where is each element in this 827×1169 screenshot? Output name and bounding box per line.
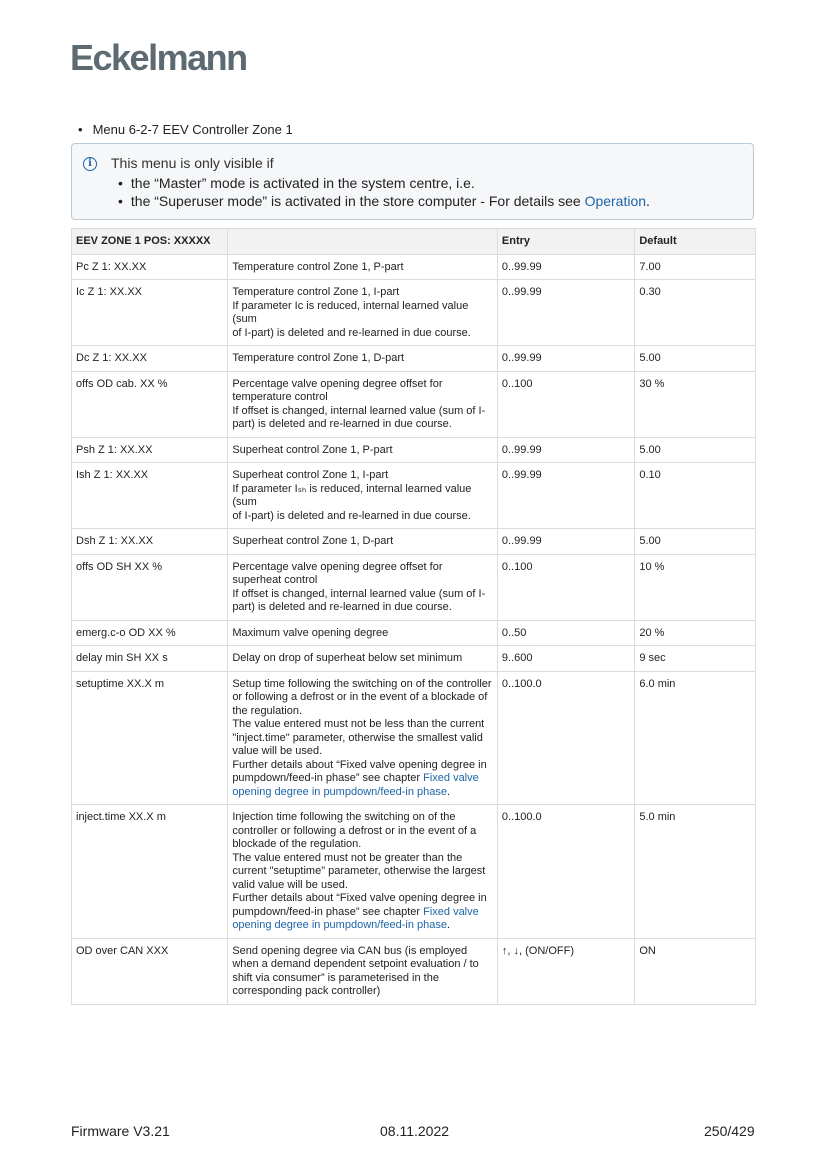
- description-cell: [228, 280, 498, 346]
- brand-logo: Eckelmann: [70, 37, 247, 78]
- description-cell: [228, 529, 498, 555]
- description-cell: [228, 254, 498, 280]
- description-text: Superheat control Zone 1, I-part If parameter Iₛₕ is reduced, internal learned value (sum of I-part) is deleted and re-learned in due course.: [232, 469, 472, 522]
- default-cell: 20 %: [635, 620, 756, 646]
- description-text: Temperature control Zone 1, I-part If parameter Iᴄ is reduced, internal learned value (sum of I-part) is deleted and re-learned in due course.: [232, 286, 471, 339]
- default-cell: 7.00: [635, 254, 756, 280]
- default-cell: 0.10: [635, 463, 756, 529]
- link-suffix: .: [446, 919, 451, 931]
- chapter-link[interactable]: Fixed valve opening degree in pumpdown/feed-in phase: [232, 905, 479, 931]
- table-row: [72, 280, 756, 346]
- entry-cell: 0..99.99: [497, 346, 634, 372]
- entry-cell: 0..99.99: [497, 463, 634, 529]
- param-cell: Ic Z 1: XX.XX: [72, 280, 228, 346]
- table-row: [72, 463, 756, 529]
- description-text: Send opening degree via CAN bus (is employed when a demand dependent setpoint evaluation / to shift via consumer” is parameterised in the corresponding pack controller): [232, 944, 479, 997]
- table-row: [72, 371, 756, 437]
- table-row: [72, 805, 756, 939]
- description-text: Maximum valve opening degree: [232, 626, 389, 639]
- default-cell: 5.0 min: [635, 805, 756, 939]
- entry-cell: 0..100: [497, 554, 634, 620]
- entry-cell: 0..99.99: [497, 254, 634, 280]
- info-icon: i: [83, 157, 97, 171]
- description-text: Superheat control Zone 1, P-part: [232, 443, 393, 456]
- parameter-table: [71, 228, 756, 1005]
- param-cell: Dsh Z 1: XX.XX: [72, 529, 228, 555]
- info-item-superuser: • the “Superuser mode” is activated in the store computer - For details see Operation.: [118, 192, 650, 210]
- description-cell: [228, 437, 498, 463]
- description-text: Percentage valve opening degree offset for superheat control If offset is changed, internal learned value (sum of I-part) is deleted and re-learned in due course.: [232, 560, 486, 613]
- entry-cell: 0..50: [497, 620, 634, 646]
- entry-cell: 0..99.99: [497, 280, 634, 346]
- entry-cell: 9..600: [497, 646, 634, 672]
- default-cell: 0.30: [635, 280, 756, 346]
- description-cell: [228, 938, 498, 1004]
- header-entry: Entry: [497, 229, 634, 255]
- table-row: [72, 554, 756, 620]
- description-text: Delay on drop of superheat below set minimum: [232, 652, 463, 664]
- bullet: •: [78, 122, 83, 137]
- param-cell: Pc Z 1: XX.XX: [72, 254, 228, 280]
- table-row: [72, 254, 756, 280]
- header-param: EEV ZONE 1 POS: XXXXX: [72, 229, 228, 255]
- description-cell: [228, 646, 498, 672]
- menu-title: [78, 122, 293, 137]
- default-cell: 10 %: [635, 554, 756, 620]
- param-cell: offs OD SH XX %: [72, 554, 228, 620]
- chapter-link[interactable]: Fixed valve opening degree in pumpdown/feed-in phase: [232, 772, 479, 798]
- description-text: Temperature control Zone 1, P-part: [232, 260, 404, 273]
- description-cell: [228, 805, 498, 939]
- param-cell: setuptime XX.X m: [72, 671, 228, 805]
- param-cell: offs OD cab. XX %: [72, 371, 228, 437]
- description-text: Percentage valve opening degree offset for temperature control If offset is changed, internal learned value (sum of I-part) is deleted and re-learned in due course.: [232, 377, 486, 430]
- entry-cell: 0..100.0: [497, 805, 634, 939]
- table-header-row: [72, 229, 756, 255]
- info-box: [71, 143, 754, 220]
- param-cell: Ish Z 1: XX.XX: [72, 463, 228, 529]
- param-cell: delay min SH XX s: [72, 646, 228, 672]
- entry-cell: ↑, ↓, (ON/OFF): [497, 938, 634, 1004]
- param-cell: Dc Z 1: XX.XX: [72, 346, 228, 372]
- description-text: Temperature control Zone 1, D-part: [232, 352, 405, 364]
- description-cell: [228, 671, 498, 805]
- description-cell: [228, 620, 498, 646]
- info-list: [118, 174, 650, 210]
- header-default: Default: [635, 229, 756, 255]
- param-cell: inject.time XX.X m: [72, 805, 228, 939]
- description-text: Superheat control Zone 1, D-part: [232, 535, 394, 547]
- entry-cell: 0..100: [497, 371, 634, 437]
- description-text: Injection time following the switching on of the controller or following a defrost or in the event of a blockade of the regulation. The value entered must not be greater than the current "setuptime" parameter, otherwise the largest valid value will be used. Further details about “Fixed valve opening degree in pumpdown/feed-in phase” see chapter: [232, 811, 487, 918]
- default-cell: 6.0 min: [635, 671, 756, 805]
- param-cell: OD over CAN XXX: [72, 938, 228, 1004]
- table-row: [72, 620, 756, 646]
- default-cell: ON: [635, 938, 756, 1004]
- header-desc: [228, 229, 498, 255]
- info-intro: This menu is only visible if: [111, 155, 274, 171]
- description-cell: [228, 371, 498, 437]
- entry-cell: 0..99.99: [497, 529, 634, 555]
- default-cell: 9 sec: [635, 646, 756, 672]
- table-row: [72, 437, 756, 463]
- table-row: [72, 671, 756, 805]
- table-row: [72, 529, 756, 555]
- menu-title-text: Menu 6-2-7 EEV Controller Zone 1: [92, 122, 293, 137]
- link-suffix: .: [446, 785, 451, 798]
- footer-page-number: 250/429: [704, 1123, 755, 1139]
- param-cell: emerg.c-o OD XX %: [72, 620, 228, 646]
- table-row: [72, 938, 756, 1004]
- footer-firmware: Firmware V3.21: [71, 1123, 170, 1139]
- table-row: [72, 646, 756, 672]
- param-cell: Psh Z 1: XX.XX: [72, 437, 228, 463]
- default-cell: 5.00: [635, 437, 756, 463]
- description-cell: [228, 463, 498, 529]
- description-text: Setup time following the switching on of the controller or following a defrost or in the event of a blockade of the regulation. The value entered must not be less than the current "inject.time" parameter, otherwise the smallest valid value will be used. Further details about “Fixed valve opening degree in pumpdown/feed-in phase” see chapter: [232, 677, 492, 784]
- table-body: [72, 254, 756, 1004]
- table-row: [72, 346, 756, 372]
- default-cell: 30 %: [635, 371, 756, 437]
- description-cell: [228, 346, 498, 372]
- default-cell: 5.00: [635, 529, 756, 555]
- footer-date: 08.11.2022: [380, 1123, 450, 1139]
- operation-link[interactable]: Operation: [584, 193, 647, 209]
- description-cell: [228, 554, 498, 620]
- entry-cell: 0..100.0: [497, 671, 634, 805]
- default-cell: 5.00: [635, 346, 756, 372]
- entry-cell: 0..99.99: [497, 437, 634, 463]
- info-item-master: • the “Master” mode is activated in the system centre, i.e.: [118, 174, 650, 192]
